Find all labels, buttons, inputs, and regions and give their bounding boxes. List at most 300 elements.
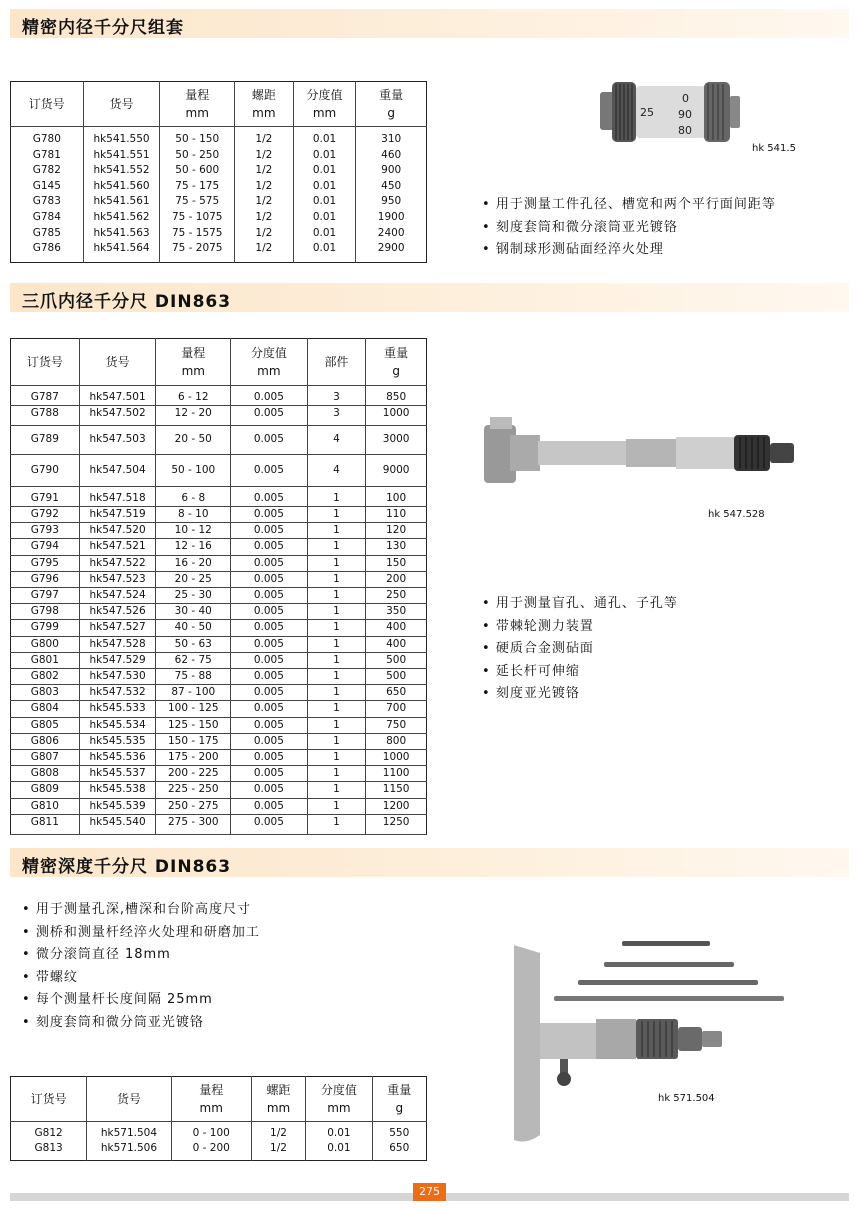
table-cell: 0.005 xyxy=(231,486,308,506)
column-header: 重量 g xyxy=(372,1077,426,1122)
table-cell: 0.005 xyxy=(231,701,308,717)
table-cell: 0.005 xyxy=(231,507,308,523)
table-cell: 200 xyxy=(366,571,427,587)
table-cell: G788 xyxy=(11,406,80,426)
table-row xyxy=(11,386,427,406)
feature-item: • 测桥和测量杆经淬火处理和研磨加工 xyxy=(22,922,260,945)
micrometer-head-image xyxy=(596,78,746,152)
column-header: 订货号 xyxy=(11,1077,87,1122)
table-cell: 800 xyxy=(366,733,427,749)
table-cell: 1 xyxy=(307,717,366,733)
table-cell: 1/2 xyxy=(235,179,294,195)
table-cell: 1/2 xyxy=(235,194,294,210)
table-cell: 1 xyxy=(307,814,366,834)
table-cell: 1000 xyxy=(366,750,427,766)
table-cell: 50 - 150 xyxy=(160,127,235,148)
feature-item: • 钢制球形测砧面经淬火处理 xyxy=(482,239,776,262)
table-cell: G793 xyxy=(11,523,80,539)
table-cell: hk547.521 xyxy=(79,539,156,555)
table-cell: G804 xyxy=(11,701,80,717)
table-cell: G810 xyxy=(11,798,80,814)
table-cell: hk547.522 xyxy=(79,555,156,571)
table-cell: G790 xyxy=(11,454,80,486)
table-cell: 0.005 xyxy=(231,454,308,486)
table-cell: 650 xyxy=(366,685,427,701)
table-header-row xyxy=(11,339,427,386)
table-cell: 0.005 xyxy=(231,636,308,652)
table-cell: 1/2 xyxy=(235,163,294,179)
table-cell: 1 xyxy=(307,669,366,685)
feature-item: • 硬质合金测砧面 xyxy=(482,638,678,661)
column-header: 分度值 mm xyxy=(231,339,308,386)
feature-list xyxy=(22,899,260,1034)
table-cell: G795 xyxy=(11,555,80,571)
table-cell: 0.005 xyxy=(231,782,308,798)
table-row xyxy=(11,782,427,798)
table-cell: 0.005 xyxy=(231,766,308,782)
column-header: 分度值 mm xyxy=(293,82,356,127)
table-cell: 1/2 xyxy=(251,1141,305,1161)
table-cell: 20 - 50 xyxy=(156,426,231,454)
table-row xyxy=(11,179,427,195)
table-cell: 1150 xyxy=(366,782,427,798)
table-cell: hk547.523 xyxy=(79,571,156,587)
table-cell: 150 - 175 xyxy=(156,733,231,749)
table-row xyxy=(11,766,427,782)
table-row xyxy=(11,426,427,454)
table-cell: G789 xyxy=(11,426,80,454)
table-cell: 0.005 xyxy=(231,814,308,834)
table-row xyxy=(11,798,427,814)
table-cell: 75 - 2075 xyxy=(160,241,235,262)
table-cell: 8 - 10 xyxy=(156,507,231,523)
depth-micrometer-image xyxy=(508,935,790,1151)
row-group xyxy=(11,386,427,426)
feature-item: • 用于测量盲孔、通孔、子孔等 xyxy=(482,593,678,616)
table-cell: 50 - 100 xyxy=(156,454,231,486)
table-cell: 1 xyxy=(307,685,366,701)
table-cell: 0 - 200 xyxy=(171,1141,251,1161)
table-cell: hk547.529 xyxy=(79,652,156,668)
table-cell: G807 xyxy=(11,750,80,766)
table-cell: 1000 xyxy=(366,406,427,426)
table-cell: G806 xyxy=(11,733,80,749)
table-cell: G796 xyxy=(11,571,80,587)
table-cell: 1900 xyxy=(377,210,405,223)
table-cell: 0 - 100 xyxy=(171,1122,251,1142)
table-cell: 10 - 12 xyxy=(156,523,231,539)
table-cell: G781 xyxy=(11,148,84,164)
feature-item: • 延长杆可伸缩 xyxy=(482,661,678,684)
table-cell: 275 - 300 xyxy=(156,814,231,834)
feature-item: • 刻度亚光镀铬 xyxy=(482,683,678,706)
table-cell: 0.01 xyxy=(293,179,356,195)
table-cell: 0.01 xyxy=(306,1122,372,1142)
table-cell: 900 xyxy=(381,164,402,177)
table-cell: hk545.534 xyxy=(79,717,156,733)
column-header: 螺距 mm xyxy=(235,82,294,127)
table-cell: 62 - 75 xyxy=(156,652,231,668)
table-cell: 1250 xyxy=(366,814,427,834)
table-cell: 0.01 xyxy=(293,194,356,210)
table-cell: hk545.537 xyxy=(79,766,156,782)
table-cell: 75 - 1575 xyxy=(160,226,235,242)
table-cell: 4 xyxy=(307,454,366,486)
table-cell: hk547.530 xyxy=(79,669,156,685)
table-cell: 0.005 xyxy=(231,588,308,604)
table-cell: 250 xyxy=(366,588,427,604)
table-cell: 0.005 xyxy=(231,717,308,733)
table-cell: hk547.503 xyxy=(79,426,156,454)
table-cell: 650 xyxy=(389,1142,410,1155)
table-cell: 500 xyxy=(366,669,427,685)
table-cell: 350 xyxy=(366,604,427,620)
product-table xyxy=(10,81,427,263)
feature-item: • 用于测量孔深,槽深和台阶高度尺寸 xyxy=(22,899,260,922)
feature-item: • 带螺纹 xyxy=(22,967,260,990)
table-cell: 400 xyxy=(366,620,427,636)
table-cell: 3000 xyxy=(366,426,427,454)
table-row xyxy=(11,733,427,749)
table-cell: 87 - 100 xyxy=(156,685,231,701)
table-cell: 20 - 25 xyxy=(156,571,231,587)
table-cell: 450 xyxy=(381,179,402,192)
table-cell: 110 xyxy=(366,507,427,523)
page-number: 275 xyxy=(413,1183,446,1201)
table-cell: G794 xyxy=(11,539,80,555)
table-row xyxy=(11,148,427,164)
table-cell: 50 - 600 xyxy=(160,163,235,179)
table-row xyxy=(11,1141,427,1161)
table-cell: 1 xyxy=(307,636,366,652)
table-cell: 750 xyxy=(366,717,427,733)
table-cell: 120 xyxy=(366,523,427,539)
table-row xyxy=(11,226,427,242)
table-cell: hk541.550 xyxy=(83,127,160,148)
feature-item: • 带棘轮测力装置 xyxy=(482,616,678,639)
table-row xyxy=(11,571,427,587)
table-cell: hk547.528 xyxy=(79,636,156,652)
table-cell: 1 xyxy=(307,507,366,523)
table-cell: G783 xyxy=(11,194,84,210)
table-row xyxy=(11,241,427,262)
table-cell: 6 - 8 xyxy=(156,486,231,506)
table-cell: 30 - 40 xyxy=(156,604,231,620)
table-cell: G145 xyxy=(11,179,84,195)
table-cell: 0.005 xyxy=(231,733,308,749)
table-cell: 0.005 xyxy=(231,555,308,571)
section-title-band xyxy=(10,848,849,877)
table-cell: 1200 xyxy=(366,798,427,814)
table-row xyxy=(11,717,427,733)
table-cell: 0.005 xyxy=(231,523,308,539)
table-cell: 25 - 30 xyxy=(156,588,231,604)
table-row xyxy=(11,127,427,148)
table-cell: 0.005 xyxy=(231,571,308,587)
table-cell: 1 xyxy=(307,604,366,620)
table-cell: 0.01 xyxy=(293,241,356,262)
section-title-band xyxy=(10,9,849,38)
table-header-row xyxy=(11,82,427,127)
table-cell: 0.005 xyxy=(231,620,308,636)
table-cell: 1/2 xyxy=(235,210,294,226)
table-cell: 4 xyxy=(307,426,366,454)
table-row xyxy=(11,620,427,636)
table-row xyxy=(11,486,427,506)
product-table xyxy=(10,1076,427,1161)
table-cell: 700 xyxy=(366,701,427,717)
table-cell: G784 xyxy=(11,210,84,226)
table-cell: 1 xyxy=(307,733,366,749)
table-cell: G782 xyxy=(11,163,84,179)
table-cell: hk547.527 xyxy=(79,620,156,636)
column-header: 重量 g xyxy=(356,82,427,127)
table-cell: hk545.540 xyxy=(79,814,156,834)
table-cell: 1 xyxy=(307,782,366,798)
column-header: 重量 g xyxy=(366,339,427,386)
table-cell: 2400 xyxy=(377,226,405,239)
table-cell: hk547.501 xyxy=(79,386,156,406)
table-cell: 1 xyxy=(307,798,366,814)
column-header: 订货号 xyxy=(11,82,84,127)
table-cell: G811 xyxy=(11,814,80,834)
table-cell: 3 xyxy=(307,406,366,426)
feature-item: • 刻度套筒和微分筒亚光镀铬 xyxy=(22,1012,260,1035)
image-caption: hk 571.504 xyxy=(658,1093,715,1104)
table-cell: G780 xyxy=(11,127,84,148)
table-cell: 0.005 xyxy=(231,750,308,766)
table-cell: 175 - 200 xyxy=(156,750,231,766)
table-cell: 0.005 xyxy=(231,685,308,701)
table-cell: 1/2 xyxy=(235,226,294,242)
table-cell: 0.005 xyxy=(231,426,308,454)
table-cell: G803 xyxy=(11,685,80,701)
column-header: 螺距 mm xyxy=(251,1077,305,1122)
column-header: 货号 xyxy=(83,82,160,127)
table-cell: hk545.535 xyxy=(79,733,156,749)
table-cell: 250 - 275 xyxy=(156,798,231,814)
table-cell: 950 xyxy=(381,195,402,208)
table-cell: hk541.560 xyxy=(83,179,160,195)
table-row xyxy=(11,814,427,834)
table-row xyxy=(11,406,427,426)
table-cell: 75 - 88 xyxy=(156,669,231,685)
table-row xyxy=(11,1122,427,1142)
table-cell: hk547.524 xyxy=(79,588,156,604)
table-row xyxy=(11,588,427,604)
table-cell: 850 xyxy=(366,386,427,406)
table-cell: 75 - 575 xyxy=(160,194,235,210)
table-cell: 75 - 175 xyxy=(160,179,235,195)
table-cell: 0.01 xyxy=(306,1141,372,1161)
table-cell: 1 xyxy=(307,701,366,717)
section-title: 精密深度千分尺 DIN863 xyxy=(22,857,232,877)
table-cell: 0.005 xyxy=(231,539,308,555)
row-group xyxy=(11,454,427,486)
table-cell: 1/2 xyxy=(251,1122,305,1142)
table-cell: 0.005 xyxy=(231,652,308,668)
column-header: 分度值 mm xyxy=(306,1077,372,1122)
section-title: 三爪内径千分尺 DIN863 xyxy=(22,292,232,312)
table-cell: 1/2 xyxy=(235,127,294,148)
table-cell: 125 - 150 xyxy=(156,717,231,733)
table-row xyxy=(11,523,427,539)
table-cell: 1 xyxy=(307,652,366,668)
table-cell: 200 - 225 xyxy=(156,766,231,782)
table-cell: 50 - 250 xyxy=(160,148,235,164)
table-cell: 400 xyxy=(366,636,427,652)
table-cell: 1 xyxy=(307,750,366,766)
table-cell: G805 xyxy=(11,717,80,733)
table-cell: G812 xyxy=(11,1122,87,1142)
table-row xyxy=(11,194,427,210)
table-cell: 150 xyxy=(366,555,427,571)
table-cell: hk547.520 xyxy=(79,523,156,539)
table-row xyxy=(11,669,427,685)
table-cell: G799 xyxy=(11,620,80,636)
table-cell: 6 - 12 xyxy=(156,386,231,406)
table-cell: G792 xyxy=(11,507,80,523)
table-cell: G797 xyxy=(11,588,80,604)
table-cell: 1 xyxy=(307,766,366,782)
table-cell: 130 xyxy=(366,539,427,555)
table-cell: 1100 xyxy=(366,766,427,782)
table-row xyxy=(11,636,427,652)
table-cell: 1 xyxy=(307,523,366,539)
table-cell: 1 xyxy=(307,539,366,555)
table-cell: 0.005 xyxy=(231,669,308,685)
table-row xyxy=(11,555,427,571)
table-cell: hk541.561 xyxy=(83,194,160,210)
table-cell: 1 xyxy=(307,486,366,506)
table-cell: G801 xyxy=(11,652,80,668)
image-caption: hk 541.5 xyxy=(752,143,796,154)
table-header-row xyxy=(11,1077,427,1122)
column-header: 量程 mm xyxy=(171,1077,251,1122)
table-row xyxy=(11,210,427,226)
table-row xyxy=(11,685,427,701)
feature-item: • 用于测量工件孔径、槽宽和两个平行面间距等 xyxy=(482,194,776,217)
feature-item: • 微分滚筒直径 18mm xyxy=(22,944,260,967)
table-cell: G802 xyxy=(11,669,80,685)
three-point-micrometer-image xyxy=(480,405,805,509)
table-cell: 0.005 xyxy=(231,386,308,406)
table-cell: G809 xyxy=(11,782,80,798)
table-row xyxy=(11,507,427,523)
table-cell: 460 xyxy=(381,148,402,161)
table-cell: G808 xyxy=(11,766,80,782)
svg-text:80: 80 xyxy=(678,124,692,137)
table-cell: 0.005 xyxy=(231,798,308,814)
table-cell: 0.01 xyxy=(293,148,356,164)
table-cell: 75 - 1075 xyxy=(160,210,235,226)
image-caption: hk 547.528 xyxy=(708,509,765,520)
table-cell: 12 - 20 xyxy=(156,406,231,426)
feature-item: • 刻度套筒和微分滚筒亚光镀铬 xyxy=(482,217,776,240)
table-cell: hk545.533 xyxy=(79,701,156,717)
column-header: 货号 xyxy=(87,1077,172,1122)
table-cell: 1/2 xyxy=(235,241,294,262)
table-cell: hk541.552 xyxy=(83,163,160,179)
table-cell: 40 - 50 xyxy=(156,620,231,636)
column-header: 部件 xyxy=(307,339,366,386)
table-cell: 16 - 20 xyxy=(156,555,231,571)
column-header: 货号 xyxy=(79,339,156,386)
section-title: 精密内径千分尺组套 xyxy=(22,18,184,38)
table-cell: 1 xyxy=(307,555,366,571)
table-cell: 12 - 16 xyxy=(156,539,231,555)
table-cell: G798 xyxy=(11,604,80,620)
table-cell: 50 - 63 xyxy=(156,636,231,652)
table-cell: G786 xyxy=(11,241,84,262)
table-row xyxy=(11,701,427,717)
table-cell: 2900 xyxy=(377,242,405,255)
feature-list xyxy=(482,194,776,262)
table-cell: hk571.504 xyxy=(87,1122,172,1142)
svg-text:25: 25 xyxy=(640,106,654,119)
table-cell: hk541.564 xyxy=(83,241,160,262)
column-header: 订货号 xyxy=(11,339,80,386)
table-cell: 3 xyxy=(307,386,366,406)
table-cell: hk571.506 xyxy=(87,1141,172,1161)
table-cell: 9000 xyxy=(366,454,427,486)
table-cell: 1 xyxy=(307,571,366,587)
section-title-band xyxy=(10,283,849,312)
row-group xyxy=(11,486,427,834)
table-cell: hk545.539 xyxy=(79,798,156,814)
svg-text:0: 0 xyxy=(682,92,689,105)
table-cell: 100 xyxy=(366,486,427,506)
feature-item: • 每个测量杆长度间隔 25mm xyxy=(22,989,260,1012)
table-cell: 100 - 125 xyxy=(156,701,231,717)
table-cell: 500 xyxy=(366,652,427,668)
table-cell: hk545.536 xyxy=(79,750,156,766)
table-cell: hk547.519 xyxy=(79,507,156,523)
table-cell: G813 xyxy=(11,1141,87,1161)
table-cell: 225 - 250 xyxy=(156,782,231,798)
feature-list xyxy=(482,593,678,706)
product-table xyxy=(10,338,427,835)
table-cell: G787 xyxy=(11,386,80,406)
table-row xyxy=(11,454,427,486)
table-cell: 0.005 xyxy=(231,406,308,426)
table-cell: hk547.504 xyxy=(79,454,156,486)
table-cell: 1/2 xyxy=(235,148,294,164)
table-cell: 1 xyxy=(307,620,366,636)
table-cell: 0.01 xyxy=(293,210,356,226)
table-cell: hk541.563 xyxy=(83,226,160,242)
table-cell: hk547.532 xyxy=(79,685,156,701)
table-row xyxy=(11,604,427,620)
table-cell: hk541.562 xyxy=(83,210,160,226)
table-row xyxy=(11,539,427,555)
table-cell: G800 xyxy=(11,636,80,652)
table-cell: 0.01 xyxy=(293,127,356,148)
table-cell: 0.005 xyxy=(231,604,308,620)
table-cell: G785 xyxy=(11,226,84,242)
table-cell: hk547.518 xyxy=(79,486,156,506)
table-cell: G791 xyxy=(11,486,80,506)
table-cell: 550 xyxy=(389,1127,410,1139)
table-cell: hk547.502 xyxy=(79,406,156,426)
table-cell: 310 xyxy=(381,133,402,145)
table-row xyxy=(11,163,427,179)
table-cell: hk545.538 xyxy=(79,782,156,798)
table-cell: hk547.526 xyxy=(79,604,156,620)
table-cell: hk541.551 xyxy=(83,148,160,164)
svg-text:90: 90 xyxy=(678,108,692,121)
table-row xyxy=(11,652,427,668)
